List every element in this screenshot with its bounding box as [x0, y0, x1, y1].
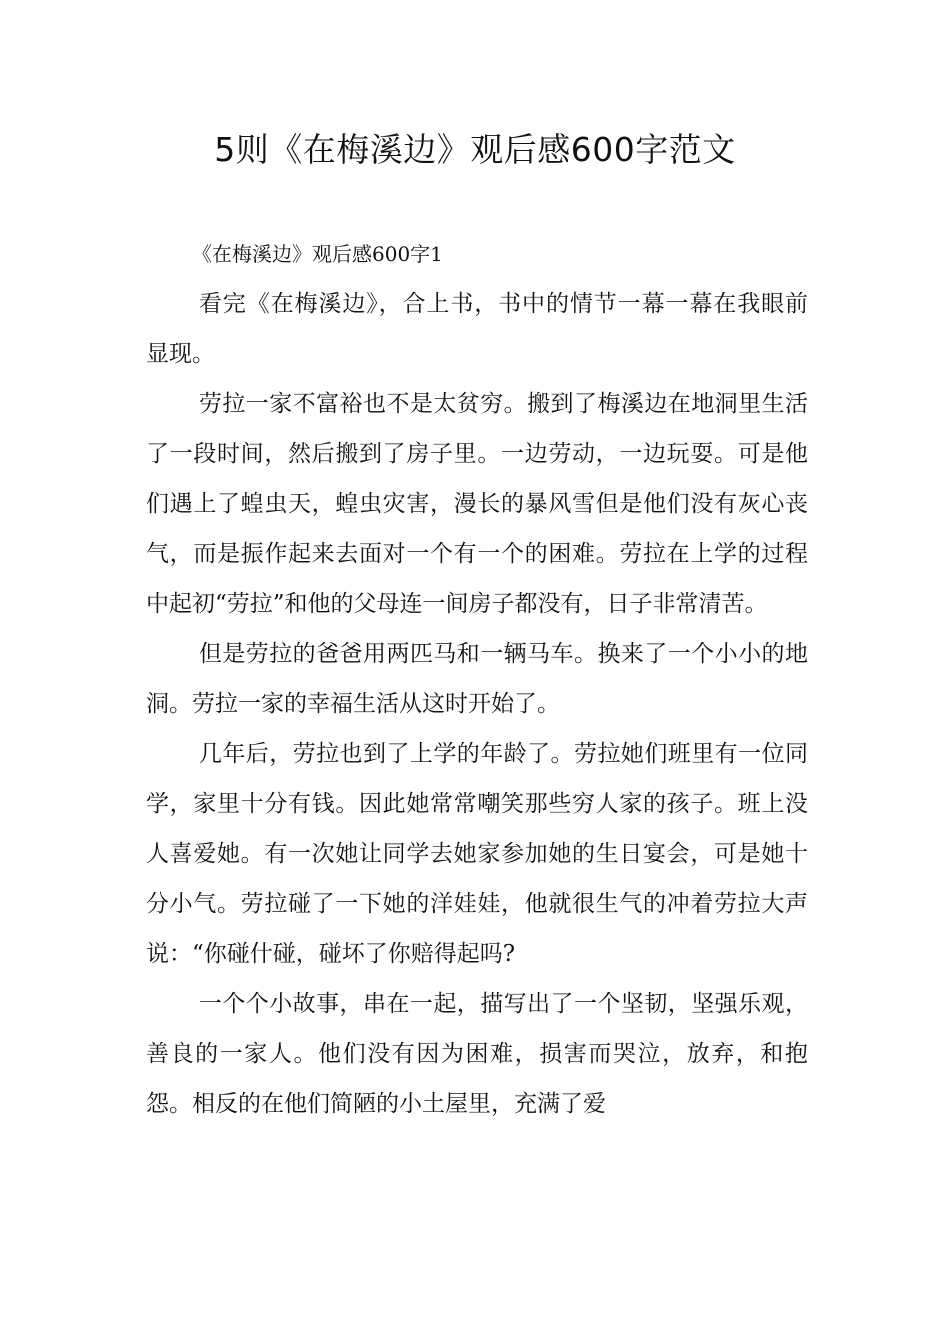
document-body: [146, 229, 808, 1129]
paragraph: 劳拉一家不富裕也不是太贫穷。搬到了梅溪边在地洞里生活了一段时间，然后搬到了房子里。一边劳动，一边玩耍。可是他们遇上了蝗虫天，蝗虫灾害，漫长的暴风雪但是他们没有灰心丧气，而是振作起来去面对一个有一个的困难。劳拉在上学的过程中起初“劳拉”和他的父母连一间房子都没有，日子非常清苦。: [146, 391, 808, 617]
paragraph: 但是劳拉的爸爸用两匹马和一辆马车。换来了一个小小的地洞。劳拉一家的幸福生活从这时开始了。: [146, 641, 808, 717]
paragraph: 看完《在梅溪边》，合上书，书中的情节一幕一幕在我眼前显现。: [146, 291, 808, 367]
paragraph: 几年后，劳拉也到了上学的年龄了。劳拉她们班里有一位同学，家里十分有钱。因此她常常嘲笑那些穷人家的孩子。班上没人喜爱她。有一次她让同学去她家参加她的生日宴会，可是她十分小气。劳拉碰了一下她的洋娃娃，他就很生气的冲着劳拉大声说：“你碰什碰，碰坏了你赔得起吗?: [146, 741, 808, 967]
document-title: 5则《在梅溪边》观后感600字范文: [214, 130, 736, 169]
section-heading: 《在梅溪边》观后感600字1: [192, 242, 443, 266]
paragraph: 一个个小故事，串在一起，描写出了一个坚韧，坚强乐观，善良的一家人。他们没有因为困难，损害而哭泣，放弃，和抱怨。相反的在他们简陋的小土屋里，充满了爱: [146, 991, 808, 1117]
